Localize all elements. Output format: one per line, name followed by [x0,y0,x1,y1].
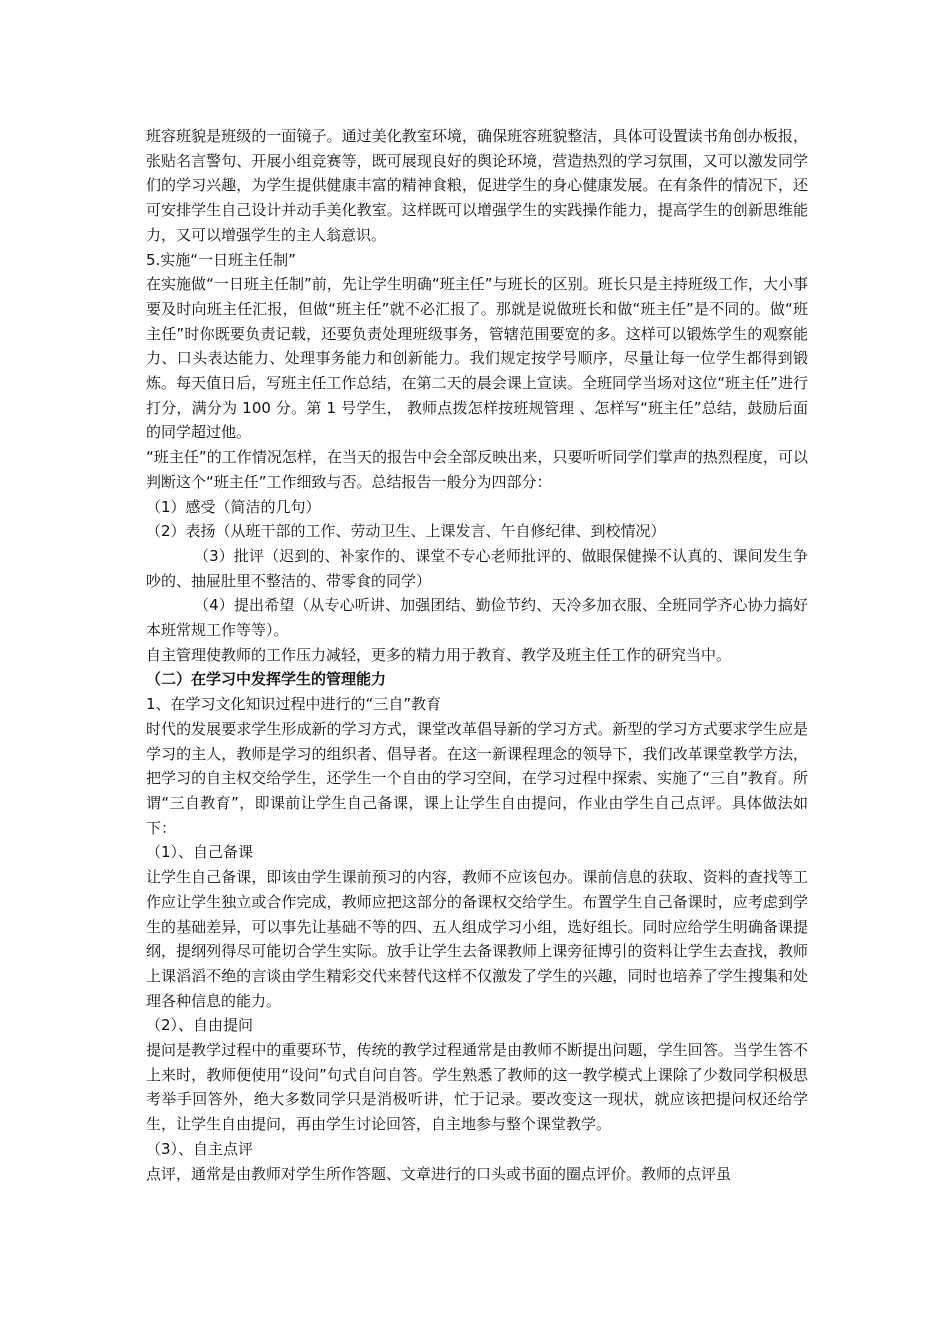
paragraph-self-management: 自主管理使教师的工作压力减轻，更多的精力用于教育、教学及班主任工作的研究当中。 [146,645,732,664]
paragraph-report-summary: “班主任”的工作情况怎样，在当天的报告中会全部反映出来，只要听听同学们掌声的热烈程度，可以判断这个“班主任”工作细致与否。总结报告一般分为四部分： [146,448,808,491]
paragraph-self-preparation: 让学生自己备课，即该由学生课前预习的内容，教师不应该包办。课前信息的获取、资料的查找等工作应让学生独立或合作完成，教师应把这部分的备课权交给学生。布置学生自己备课时，应考虑到学生的基础差异，可以事先让基础不等的四、五人组成学习小组，选好组长。同时应给学生明确备课提纲，提纲列得尽可能切合学生实际。放手让学生去备课教师上课旁征博引的资料让学生去查找，教师上课滔滔不绝的言谈由学生精彩交代来替代这样不仅激发了学生的兴趣，同时也培养了学生搜集和处理各种信息的能力。 [146,868,808,1010]
section-heading-learning-management: （二）在学习中发挥学生的管理能力 [146,670,387,689]
subheading-three-self-education: 1、在学习文化知识过程中进行的“三自”教育 [146,695,442,714]
section-heading-one-day-teacher: 5.实施“一日班主任制” [146,250,296,269]
paragraph-classroom-appearance: 班容班貌是班级的一面镜子。通过美化教室环境，确保班容班貌整洁，具体可设置读书角创办板报，张贴名言警句、开展小组竞赛等，既可展现良好的舆论环境，营造热烈的学习氛围，又可以激发同学们的学习兴趣，为学生提供健康丰富的精神食粮，促进学生的身心健康发展。在有条件的情况下，还可安排学生自己设计并动手美化教室。这样既可以增强学生的实践操作能力，提高学生的创新思维能力，又可以增强学生的主人翁意识。 [146,127,808,244]
subheading-self-preparation: （1）、自己备课 [146,843,254,862]
list-item-feelings: （1）感受（简洁的几句） [146,497,321,516]
subheading-self-evaluation: （3）、自主点评 [146,1139,254,1158]
list-item-criticism: （3）批评（迟到的、补家作的、课堂不专心老师批评的、做眼保健操不认真的、课间发生争吵的、抽屉肚里不整洁的、带零食的同学） [146,546,808,590]
subheading-free-questions: （2）、自由提问 [146,1016,254,1035]
document-body [146,124,808,1186]
paragraph-one-day-teacher: 在实施做“一日班主任制”前，先让学生明确“班主任”与班长的区别。班长只是主持班级工作，大小事要及时向班主任汇报，但做“班主任”就不必汇报了。那就是说做班长和做“班主任”是不同的。做“班主任”时你既要负责记载，还要负责处理班级事务，管辖范围要宽的多。这样可以锻炼学生的观察能力、口头表达能力、处理事务能力和创新能力。我们规定按学号顺序，尽量让每一位学生都得到锻炼。每天值日后，写班主任工作总结，在第二天的晨会课上宣读。全班同学当场对这位“班主任”进行打分，满分为 100 分。第 1 号学生， 教师点拨怎样按班规管理 、怎样写“班主任”总结，鼓励后面的同学超过他。 [146,275,808,442]
paragraph-free-questions: 提问是教学过程中的重要环节，传统的教学过程通常是由教师不断提出问题，学生回答。当学生答不上来时，教师便使用“设问”句式自问自答。学生熟悉了教师的这一教学模式上课除了少数同学积极思考举手回答外，绝大多数同学只是消极听讲，忙于记录。要改变这一现状，就应该把提问权还给学生，让学生自由提问，再由学生讨论回答，自主地参与整个课堂教学。 [146,1041,808,1134]
paragraph-self-evaluation: 点评，通常是由教师对学生所作答题、文章进行的口头或书面的圈点评价。教师的点评虽 [146,1164,732,1183]
list-item-hopes: （4）提出希望（从专心听讲、加强团结、勤俭节约、天冷多加衣服、全班同学齐心协力搞好本班常规工作等等）。 [146,596,808,640]
list-item-praise: （2）表扬（从班干部的工作、劳动卫生、上课发言、午自修纪律、到校情况） [146,522,666,541]
paragraph-three-self-education: 时代的发展要求学生形成新的学习方式，课堂改革倡导新的学习方式。新型的学习方式要求学生应是学习的主人，教师是学习的组织者、倡导者。在这一新课程理念的领导下，我们改革课堂教学方法，把学习的自主权交给学生，还学生一个自由的学习空间，在学习过程中探索、实施了“三自”教育。所谓“三自教育”，即课前让学生自己备课，课上让学生自由提问，作业由学生自己点评。具体做法如下： [146,719,808,837]
